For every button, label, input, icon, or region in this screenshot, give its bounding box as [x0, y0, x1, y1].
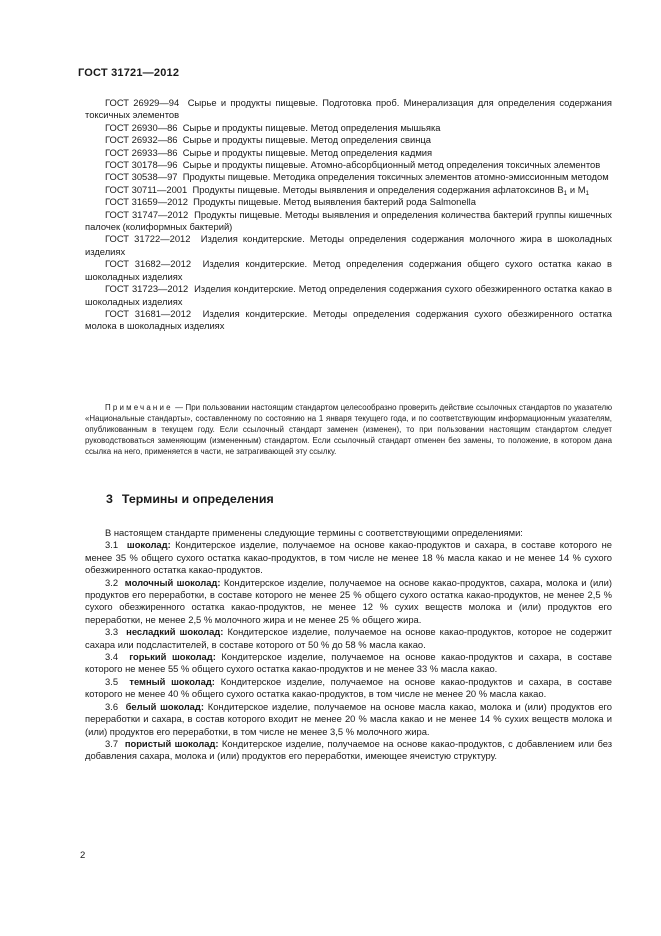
document-header: ГОСТ 31721—2012	[78, 67, 180, 79]
term-number: 3.3	[105, 626, 119, 638]
term-name: молочный шоколад:	[124, 576, 221, 588]
reference-title: Сырье и продукты пищевые. Атомно-абсорбционный метод определения токсичных элементов	[182, 159, 601, 171]
reference-item	[85, 134, 612, 146]
reference-item	[85, 283, 612, 308]
reference-title: Сырье и продукты пищевые. Метод определения свинца	[182, 134, 431, 146]
term-name: горький шоколад:	[129, 651, 216, 663]
term-number: 3.1	[105, 539, 119, 551]
term-name: пористый шоколад:	[124, 737, 219, 749]
reference-item	[85, 233, 612, 258]
reference-title: Сырье и продукты пищевые. Подготовка проб. Минерализация для определения содержания токсичных элементов	[85, 97, 612, 121]
term-name: несладкий шоколад:	[126, 626, 224, 638]
subscript: 1	[563, 189, 568, 197]
reference-code: ГОСТ 26929—94	[105, 97, 180, 108]
reference-code: ГОСТ 31722—2012	[105, 233, 191, 245]
term-definition	[85, 539, 612, 576]
subscript: 1	[585, 189, 590, 197]
reference-code: ГОСТ 31681—2012	[105, 307, 192, 319]
reference-title: Изделия кондитерские. Методы определения содержания молочного жира в шоколадных изделиях	[85, 233, 612, 257]
reference-title: Продукты пищевые. Методы выявления и определения содержания афлатоксинов B	[192, 183, 564, 195]
reference-item	[85, 147, 612, 159]
reference-title: Продукты пищевые. Методы выявления и определения количества бактерий группы кишечных палочек (колиформных бактерий)	[85, 208, 612, 233]
term-name: шоколад:	[126, 539, 171, 551]
term-text: Кондитерское изделие, получаемое на основе какао-продуктов, которое не содержит сахара или подсластителей, в составе которого от 50 % до 58 % масла какао.	[85, 626, 613, 650]
term-definition	[85, 701, 612, 738]
term-text: Кондитерское изделие, получаемое на основе какао-продуктов и сахара, в составе которого не менее 40 % общего сухого остатка какао-продуктов, в том числе не менее 20 % масла какао.	[85, 675, 613, 700]
reference-title: Сырье и продукты пищевые. Метод определения кадмия	[182, 146, 433, 158]
reference-item	[85, 159, 612, 171]
term-number: 3.4	[105, 651, 119, 663]
term-name: темный шоколад:	[129, 675, 215, 687]
reference-code: ГОСТ 31723—2012	[105, 283, 189, 295]
term-number: 3.6	[105, 700, 119, 712]
reference-code: ГОСТ 26933—86	[105, 146, 178, 158]
reference-title: Продукты пищевые. Метод выявления бактерий рода Salmonella	[193, 196, 476, 208]
reference-item	[85, 308, 612, 333]
reference-item	[85, 171, 612, 183]
reference-code: ГОСТ 31747—2012	[105, 208, 189, 220]
term-number: 3.2	[105, 576, 119, 588]
term-text: Кондитерское изделие, получаемое на основе масла какао, молока и (или) продуктов его переработки и сахара, в состав которого входит не менее 20 % масла какао и не менее 14 % сухих веществ молока и (или) продуктов его переработки, в том числе не менее 3,5 % молочного жира.	[85, 700, 612, 737]
note-label: Примечание	[105, 403, 173, 412]
term-definition	[85, 577, 612, 627]
reference-code: ГОСТ 31659—2012	[105, 196, 188, 208]
reference-code: ГОСТ 30178—96	[105, 159, 178, 171]
reference-item	[85, 97, 612, 122]
term-number: 3.5	[105, 675, 119, 687]
reference-item	[85, 258, 612, 283]
term-definition	[85, 626, 612, 651]
reference-code: ГОСТ 30711—2001	[105, 183, 188, 195]
term-text: Кондитерское изделие, получаемое на основе какао-продуктов, сахара, молока и (или) продуктов его переработки, в составе которого не менее 25 % общего сухого остатка какао-продуктов, не менее 2,5 % сухого обезжиренного остатка какао-продуктов, не менее 12 % сухих веществ молока и (или) продуктов его переработки, не менее 2,5 % молочного жира и не менее 25 % общего жира.	[85, 576, 613, 625]
term-definition	[85, 676, 612, 701]
section-number: 3	[106, 492, 113, 506]
term-name: белый шоколад:	[125, 700, 204, 712]
reference-code: ГОСТ 30538—97	[105, 171, 178, 183]
intro-paragraph: В настоящем стандарте применены следующие термины с соответствующими определениями:	[105, 527, 523, 538]
normative-references-list	[85, 97, 612, 333]
reference-title: Продукты пищевые. Методика определения токсичных элементов атомно-эмиссионным методом	[182, 171, 609, 183]
note-block	[85, 403, 612, 458]
terms-list	[85, 527, 612, 763]
reference-code: ГОСТ 26930—86	[105, 121, 178, 133]
section-heading	[106, 492, 283, 506]
reference-title-cont: и M	[567, 183, 586, 195]
page-number: 2	[80, 850, 86, 861]
term-text: Кондитерское изделие, получаемое на основе какао-продуктов и сахара, в составе которого не менее 55 % общего сухого остатка какао-продуктов и не менее 33 % масла какао.	[85, 651, 612, 675]
reference-item	[85, 196, 612, 208]
reference-item	[85, 122, 612, 134]
reference-title: Изделия кондитерские. Методы определения содержания сухого обезжиренного остатка молока в шоколадных изделиях	[85, 307, 612, 332]
reference-code: ГОСТ 31682—2012	[105, 258, 192, 270]
reference-title: Сырье и продукты пищевые. Метод определения мышьяка	[182, 121, 441, 133]
reference-item	[85, 184, 612, 196]
term-definition	[85, 651, 612, 676]
term-text: Кондитерское изделие, получаемое на основе какао-продуктов и сахара, в составе которого не менее 35 % общего сухого остатка какао-продуктов, в том числе не менее 18 % масла какао и не менее 14 % сухого обезжиренного остатка какао-продуктов.	[85, 539, 613, 576]
section-title: Термины и определения	[121, 492, 274, 506]
reference-title: Изделия кондитерские. Метод определения содержания сухого обезжиренного остатка какао в шоколадных изделиях	[85, 283, 612, 307]
term-number: 3.7	[105, 737, 119, 749]
term-definition	[85, 738, 612, 763]
reference-title: Изделия кондитерские. Метод определения содержания общего сухого остатка какао в шоколадных изделиях	[85, 258, 613, 282]
reference-code: ГОСТ 26932—86	[105, 134, 178, 146]
reference-item	[85, 209, 612, 234]
term-text: Кондитерское изделие, получаемое на основе какао-продуктов, с добавлением или без добавления сахара, молока и (или) продуктов его переработки, имеющее ячеистую структуру.	[85, 737, 613, 762]
note-text: — При пользовании настоящим стандартом целесообразно проверить действие ссылочных стандартов по указателю «Национальные стандарты», составленному по состоянию на 1 января текущего года, и по соответствующим информационным указателям, опубликованным в текущем году. Если ссылочный стандарт заменен (изменен), то при пользовании настоящим стандартом следует руководствоваться заменяющим (измененным) стандартом. Если ссылочный стандарт отменен без замены, то положение, в котором дана ссылка на него, применяется в части, не затрагивающей эту ссылку.	[85, 403, 612, 456]
